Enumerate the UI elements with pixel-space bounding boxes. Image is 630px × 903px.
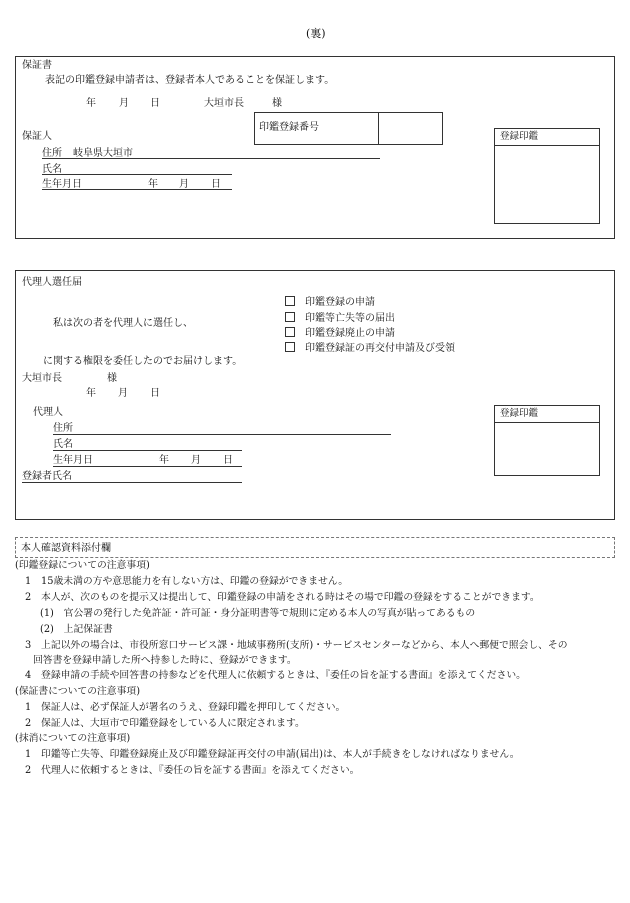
- guarantor-address-value: 岐阜県大垣市: [73, 148, 133, 159]
- reg-number-label: 印鑑登録番号: [259, 122, 319, 133]
- proxy-option-2[interactable]: [285, 312, 395, 324]
- guarantor-birth-month: 月: [179, 179, 189, 190]
- notes-sec1-subitem: (2) 上記保証書: [40, 624, 113, 635]
- reg-number-field[interactable]: [378, 112, 443, 145]
- notes-sec2-item: 2 保証人は、大垣市で印鑑登録をしている人に限定されます。: [25, 718, 305, 729]
- proxy-option-label: 印鑑登録の申請: [305, 297, 375, 308]
- guarantee-date-month: 月: [119, 98, 129, 109]
- guarantor-stamp-label: 登録印鑑: [495, 129, 599, 146]
- proxy-option-3[interactable]: [285, 327, 395, 339]
- proxy-option-label: 印鑑登録証の再交付申請及び受領: [305, 343, 455, 354]
- registrant-name-label: 登録者氏名: [22, 471, 72, 482]
- agent-address-label: 住所: [53, 423, 73, 434]
- guarantor-name-label: 氏名: [42, 164, 62, 175]
- agent-address-line[interactable]: [53, 434, 391, 435]
- guarantee-section: [15, 56, 615, 239]
- guarantor-label: 保証人: [22, 131, 52, 142]
- notes-sec1-item: 1 15歳未満の方や意思能力を有しない方は、印鑑の登録ができません。: [25, 576, 348, 587]
- guarantee-date-day: 日: [150, 98, 160, 109]
- notes-sec1-subitem: (1) 官公署の発行した免許証・許可証・身分証明書等で規則に定める本人の写真が貼ってあるもの: [40, 608, 476, 619]
- proxy-option-label: 印鑑等亡失等の届出: [305, 313, 395, 324]
- guarantee-addressee: 大垣市長: [204, 98, 244, 109]
- notes-sec1-item: 2 本人が、次のものを提示又は提出して、印鑑登録の申請をされる時はその場で印鑑の登録をすることができます。: [25, 592, 540, 603]
- guarantee-title: 保証書: [22, 60, 52, 71]
- proxy-option-label: 印鑑登録廃止の申請: [305, 328, 395, 339]
- guarantee-date-year: 年: [86, 98, 96, 109]
- agent-label: 代理人: [33, 407, 63, 418]
- notes-sec1-item: 4 登録申請の手続や回答書の持参などを代理人に依頼するときは、『委任の旨を証する書面』を添えてください。: [25, 670, 526, 681]
- agent-stamp-box[interactable]: [494, 405, 600, 476]
- checkbox-icon[interactable]: [285, 312, 295, 322]
- proxy-appoint-text: 私は次の者を代理人に選任し、: [53, 318, 193, 329]
- guarantee-honorific: 様: [272, 98, 282, 109]
- guarantor-stamp-box[interactable]: [494, 128, 600, 224]
- agent-birth-month: 月: [191, 455, 201, 466]
- notes-sec1-title: (印鑑登録についての注意事項): [15, 560, 150, 571]
- registrant-name-line[interactable]: [22, 482, 242, 483]
- agent-birth-year: 年: [159, 455, 169, 466]
- id-docs-attachment-box[interactable]: [15, 537, 615, 558]
- checkbox-icon[interactable]: [285, 342, 295, 352]
- agent-name-label: 氏名: [53, 439, 73, 450]
- notes-sec2-item: 1 保証人は、必ず保証人が署名のうえ、登録印鑑を押印してください。: [25, 702, 346, 713]
- proxy-title: 代理人選任届: [22, 277, 82, 288]
- notes-sec1-item: 3 上記以外の場合は、市役所窓口サービス課・地域事務所(支所)・サービスセンターなどから、本人へ郵便で照会し、その: [25, 640, 568, 651]
- proxy-delegate-text: に関する権限を委任したのでお届けします。: [43, 356, 243, 367]
- guarantor-name-line[interactable]: [42, 174, 232, 175]
- agent-birth-label: 生年月日: [53, 455, 93, 466]
- proxy-date-year: 年: [86, 388, 96, 399]
- checkbox-icon[interactable]: [285, 296, 295, 306]
- guarantor-birth-line[interactable]: [42, 189, 232, 190]
- checkbox-icon[interactable]: [285, 327, 295, 337]
- agent-birth-line[interactable]: [53, 466, 242, 467]
- guarantor-address-line[interactable]: [42, 158, 380, 159]
- proxy-section: [15, 270, 615, 520]
- id-docs-label: 本人確認資料添付欄: [21, 543, 111, 554]
- guarantor-address-label: 住所: [42, 148, 62, 159]
- notes-sec1-item-cont: 回答書を登録申請した所へ持参した時に、登録ができます。: [33, 655, 297, 666]
- proxy-option-1[interactable]: [285, 296, 375, 308]
- page-side-label: (裏): [306, 27, 326, 40]
- notes-sec3-title: (抹消についての注意事項): [15, 733, 131, 744]
- proxy-date-month: 月: [118, 388, 128, 399]
- proxy-option-4[interactable]: [285, 342, 455, 354]
- guarantor-birth-label: 生年月日: [42, 179, 82, 190]
- reg-number-box: [254, 112, 443, 145]
- guarantor-birth-day: 日: [211, 179, 221, 190]
- guarantee-statement: 表記の印鑑登録申請者は、登録者本人であることを保証します。: [45, 75, 335, 86]
- notes-sec2-title: (保証書についての注意事項): [15, 686, 141, 697]
- agent-birth-day: 日: [223, 455, 233, 466]
- guarantor-birth-year: 年: [148, 179, 158, 190]
- proxy-honorific: 様: [107, 373, 117, 384]
- notes-sec3-item: 2 代理人に依頼するときは、『委任の旨を証する書面』を添えてください。: [25, 765, 360, 776]
- agent-stamp-label: 登録印鑑: [495, 406, 599, 423]
- agent-name-line[interactable]: [53, 450, 242, 451]
- notes-sec3-item: 1 印鑑等亡失等、印鑑登録廃止及び印鑑登録証再交付の申請(届出)は、本人が手続きをしなければなりません。: [25, 749, 520, 760]
- proxy-addressee: 大垣市長: [22, 373, 62, 384]
- proxy-date-day: 日: [150, 388, 160, 399]
